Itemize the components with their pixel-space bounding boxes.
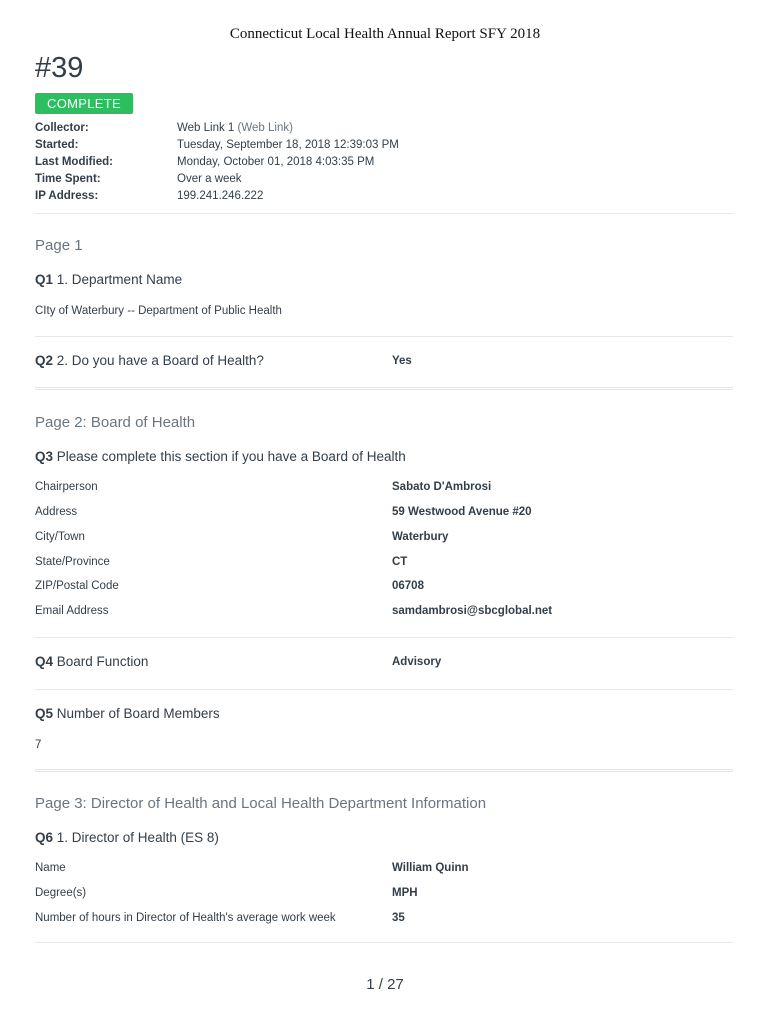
response-number: #39: [35, 52, 84, 84]
page-number: 1 / 27: [366, 976, 404, 993]
page-heading: Page 1: [35, 237, 83, 254]
meta-label: Last Modified:: [35, 156, 113, 168]
field-label: ZIP/Postal Code: [35, 580, 119, 592]
meta-label: Time Spent:: [35, 173, 101, 185]
field-label: Degree(s): [35, 887, 87, 899]
field-label: Name: [35, 862, 66, 874]
question-number: Q6: [35, 830, 54, 845]
meta-row-started: [35, 137, 635, 154]
answer-q2: Yes: [392, 355, 412, 367]
field-value: William Quinn: [392, 862, 469, 874]
meta-value: [177, 120, 293, 137]
field-value: 35: [392, 912, 405, 924]
meta-label: IP Address:: [35, 190, 99, 202]
question-text: 1. Director of Health (ES 8): [56, 830, 219, 845]
meta-row-last-modified: [35, 154, 635, 171]
meta-row-ip-address: [35, 188, 635, 205]
answer-q4: Advisory: [392, 656, 442, 668]
answer-q5: 7: [35, 739, 42, 751]
meta-row-time-spent: [35, 171, 635, 188]
question-q3: [35, 449, 406, 464]
meta-value: Over a week: [177, 173, 242, 185]
question-number: Q3: [35, 449, 54, 464]
meta-value: Tuesday, September 18, 2018 12:39:03 PM: [177, 139, 399, 151]
field-label: Number of hours in Director of Health's average work week: [35, 912, 336, 924]
divider: [35, 689, 733, 690]
question-number: Q1: [35, 272, 54, 287]
question-q1: [35, 272, 182, 287]
field-label: Chairperson: [35, 481, 98, 493]
page-heading: Page 2: Board of Health: [35, 414, 196, 431]
field-label: Address: [35, 506, 78, 518]
question-number: Q2: [35, 353, 54, 368]
question-number: Q4: [35, 654, 54, 669]
meta-row-collector: [35, 120, 635, 137]
field-label: State/Province: [35, 556, 110, 568]
meta-value: 199.241.246.222: [177, 190, 264, 202]
question-q6: [35, 830, 219, 845]
meta-label: Started:: [35, 139, 79, 151]
field-value: Waterbury: [392, 531, 449, 543]
page-heading: Page 3: Director of Health and Local Health Department Information: [35, 795, 487, 812]
meta-value: Monday, October 01, 2018 4:03:35 PM: [177, 156, 375, 168]
field-value: samdambrosi@sbcglobal.net: [392, 605, 553, 617]
page-divider: [35, 769, 733, 772]
question-text: 2. Do you have a Board of Health?: [56, 353, 264, 368]
field-value: CT: [392, 556, 408, 568]
divider: [35, 213, 733, 214]
question-q5: [35, 706, 220, 721]
field-label: Email Address: [35, 605, 109, 617]
question-text: 1. Department Name: [56, 272, 183, 287]
field-value: 59 Westwood Avenue #20: [392, 506, 532, 518]
page-divider: [35, 387, 733, 390]
question-number: Q5: [35, 706, 54, 721]
document-title: Connecticut Local Health Annual Report SFY 2018: [229, 26, 541, 42]
divider: [35, 637, 733, 638]
field-value: MPH: [392, 887, 418, 899]
question-text: Number of Board Members: [56, 706, 220, 721]
divider: [35, 942, 733, 943]
question-text: Please complete this section if you have a Board of Health: [56, 449, 406, 464]
response-metadata: [35, 120, 635, 205]
question-q2: [35, 353, 264, 368]
status-badge: COMPLETE: [35, 93, 133, 114]
meta-label: Collector:: [35, 122, 89, 134]
divider: [35, 336, 733, 337]
field-value: Sabato D'Ambrosi: [392, 481, 492, 493]
field-label: City/Town: [35, 531, 85, 543]
question-text: Board Function: [56, 654, 149, 669]
answer-q1: CIty of Waterbury -- Department of Public Health: [35, 305, 282, 317]
collector-name: Web Link 1: [177, 122, 235, 134]
question-q4: [35, 654, 148, 669]
collector-type: (Web Link): [237, 122, 293, 134]
field-value: 06708: [392, 580, 424, 592]
